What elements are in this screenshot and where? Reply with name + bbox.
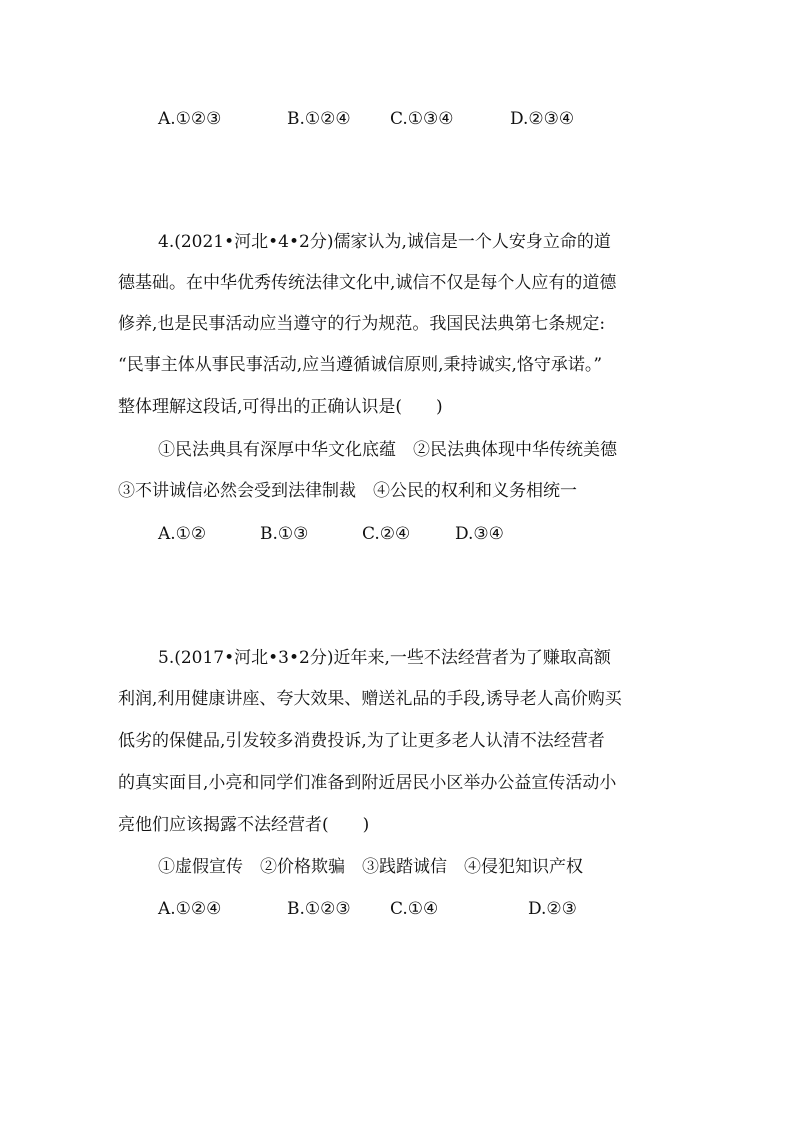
q4-statement-line-2: ③不讲诚信必然会受到法律制裁 ④公民的权利和义务相统一	[118, 481, 577, 501]
q3-option-b[interactable]: B.①②④	[287, 109, 351, 129]
q5-stem-line-2: 利润,利用健康讲座、夸大效果、赠送礼品的手段,诱导老人高价购买	[118, 689, 622, 709]
q5-stem-line-5: 亮他们应该揭露不法经营者( )	[118, 815, 370, 835]
q5-option-b[interactable]: B.①②③	[287, 899, 351, 919]
q5-option-c[interactable]: C.①④	[390, 899, 439, 919]
q5-option-d[interactable]: D.②③	[528, 899, 577, 919]
q4-option-c[interactable]: C.②④	[362, 524, 411, 544]
q5-stem-line-1: 5.(2017•河北•3•2分)近年来,一些不法经营者为了赚取高额	[158, 648, 611, 668]
q3-option-a[interactable]: A.①②③	[158, 109, 222, 129]
q5-option-a[interactable]: A.①②④	[158, 899, 222, 919]
q4-stem-line-5: 整体理解这段话,可得出的正确认识是( )	[118, 397, 443, 417]
q4-statement-line-1: ①民法典具有深厚中华文化底蕴 ②民法典体现中华传统美德	[158, 440, 617, 460]
q3-option-d[interactable]: D.②③④	[510, 109, 575, 129]
q3-option-c[interactable]: C.①③④	[390, 109, 454, 129]
q5-statement-line-1: ①虚假宣传 ②价格欺骗 ③践踏诚信 ④侵犯知识产权	[158, 857, 583, 877]
q4-stem-line-4: “民事主体从事民事活动,应当遵循诚信原则,秉持诚实,恪守承诺。”	[118, 355, 603, 375]
q4-stem-line-2: 德基础。在中华优秀传统法律文化中,诚信不仅是每个人应有的道德	[118, 273, 617, 293]
q4-option-b[interactable]: B.①③	[260, 524, 309, 544]
q4-stem-line-3: 修养,也是民事活动应当遵守的行为规范。我国民法典第七条规定:	[118, 314, 606, 334]
q5-stem-line-4: 的真实面目,小亮和同学们准备到附近居民小区举办公益宣传活动小	[118, 773, 617, 793]
q4-option-a[interactable]: A.①②	[158, 524, 207, 544]
q4-stem-line-1: 4.(2021•河北•4•2分)儒家认为,诚信是一个人安身立命的道	[158, 232, 611, 252]
q5-stem-line-3: 低劣的保健品,引发较多消费投诉,为了让更多老人认清不法经营者	[118, 731, 605, 751]
q4-option-d[interactable]: D.③④	[455, 524, 504, 544]
